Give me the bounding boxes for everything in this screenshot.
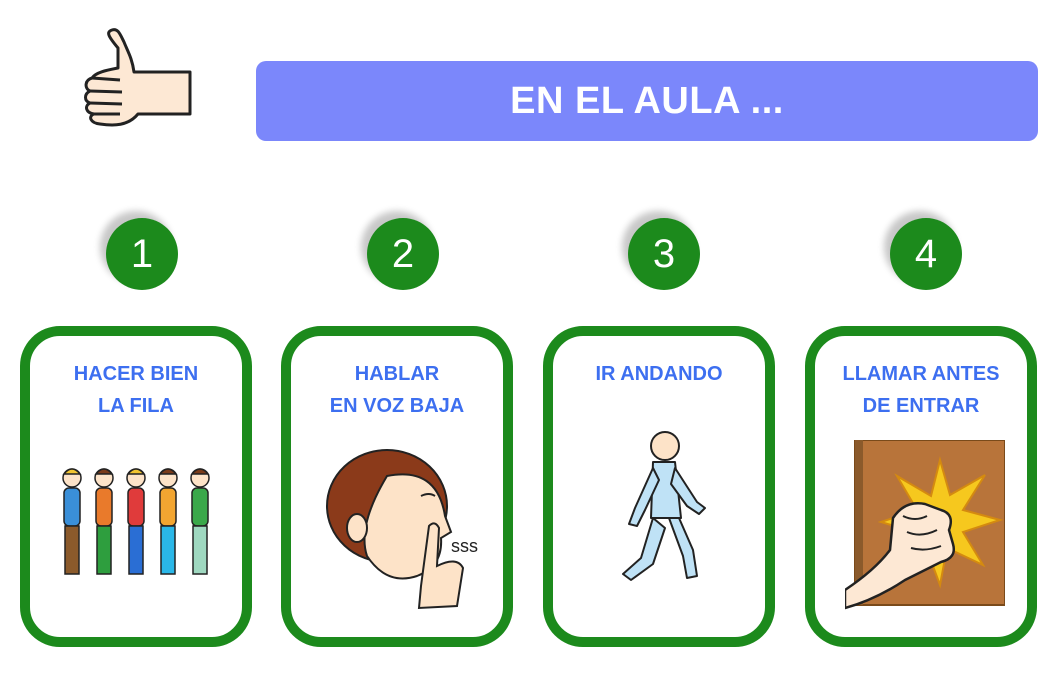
step-badge-2: 2 <box>367 218 439 290</box>
whisper-sound: sss <box>451 536 478 556</box>
step-badge-4: 4 <box>890 218 962 290</box>
rule-title-line2: EN VOZ BAJA <box>329 395 465 417</box>
rule-card-4 <box>805 326 1037 647</box>
thumbs-up-icon <box>78 28 198 133</box>
rule-title-line1: HABLAR <box>354 363 440 385</box>
header-banner <box>256 61 1038 141</box>
page-title: EN EL AULA ... <box>510 79 784 122</box>
line-of-children-icon <box>58 464 218 582</box>
walking-person-icon <box>613 428 713 588</box>
rule-title-line1: IR ANDANDO <box>595 363 723 385</box>
rule-title-line2: DE ENTRAR <box>862 395 980 417</box>
rule-title-1 <box>30 358 242 422</box>
rule-title-line1: HACER BIEN <box>73 363 199 385</box>
rule-title-4 <box>815 358 1027 422</box>
rule-title-2 <box>291 358 503 422</box>
rule-title-line1: LLAMAR ANTES <box>842 363 1000 385</box>
rule-title-line2: LA FILA <box>98 395 174 417</box>
rule-title-3 <box>553 358 765 390</box>
rule-card-1 <box>20 326 252 647</box>
rule-card-2 <box>281 326 513 647</box>
whisper-face-icon <box>317 436 487 611</box>
rule-card-3 <box>543 326 775 647</box>
step-badge-1: 1 <box>106 218 178 290</box>
knock-door-icon <box>845 440 1005 610</box>
step-badge-3: 3 <box>628 218 700 290</box>
